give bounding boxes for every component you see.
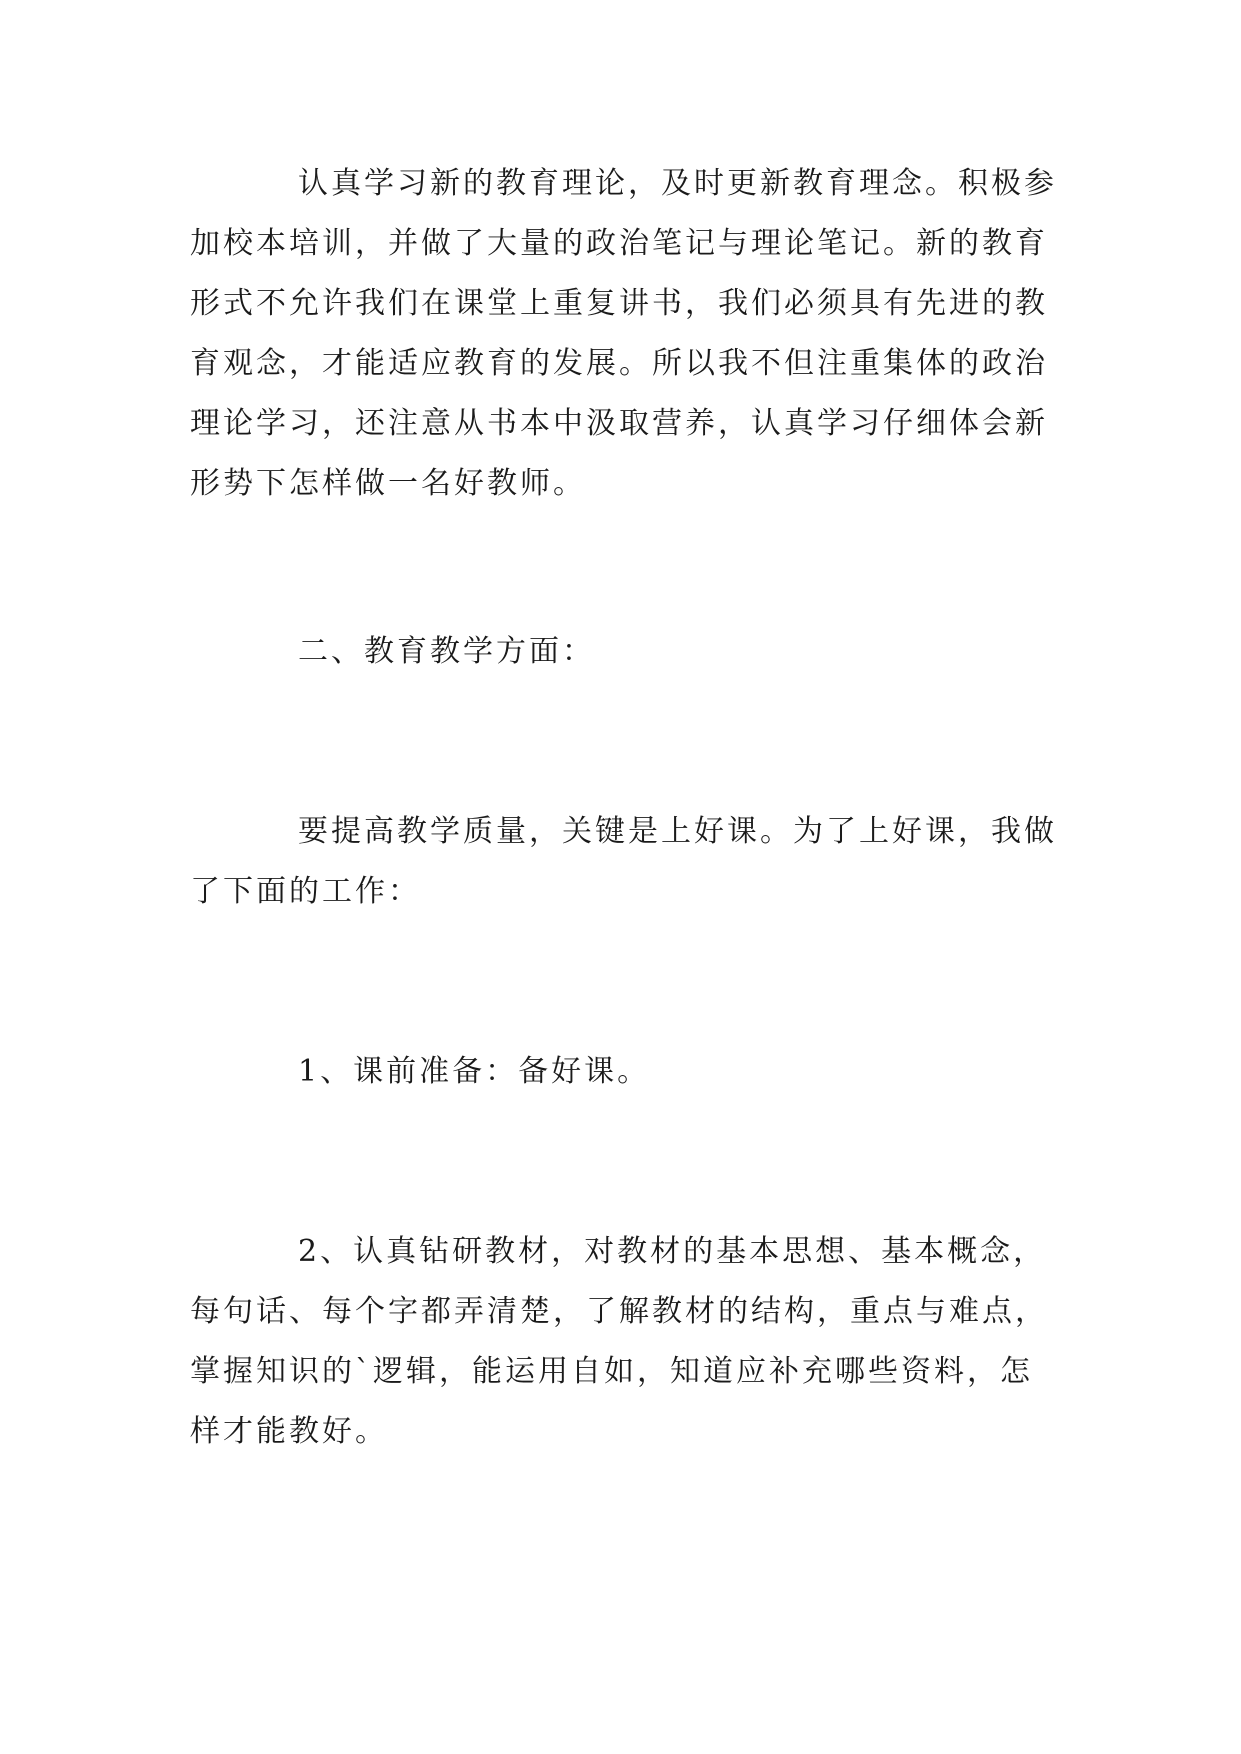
paragraph-line: 了下面的工作： xyxy=(190,874,421,909)
paragraph-line: 形势下怎样做一名好教师。 xyxy=(190,466,586,501)
paragraph-teaching-quality xyxy=(190,802,1057,922)
paragraph-line: 每句话、每个字都弄清楚，了解教材的结构，重点与难点， xyxy=(190,1294,1048,1329)
list-item-lesson-prep xyxy=(190,1042,1052,1102)
paragraph-line: 2、认真钻研教材，对教材的基本思想、基本概念， xyxy=(298,1234,1047,1269)
paragraph-line: 形式不允许我们在课堂上重复讲书，我们必须具有先进的教 xyxy=(190,286,1048,321)
section-heading-teaching xyxy=(190,622,1052,682)
list-item-study-materials xyxy=(190,1222,1052,1462)
paragraph-line: 认真学习新的教育理论，及时更新教育理念。积极参 xyxy=(298,166,1057,201)
paragraph-line: 要提高教学质量，关键是上好课。为了上好课，我做 xyxy=(298,814,1057,849)
paragraph-line: 样才能教好。 xyxy=(190,1414,388,1449)
paragraph-line: 掌握知识的`逻辑，能运用自如，知道应补充哪些资料，怎 xyxy=(190,1354,1033,1389)
paragraph-line: 理论学习，还注意从书本中汲取营养，认真学习仔细体会新 xyxy=(190,406,1048,441)
section-heading-text: 二、教育教学方面： xyxy=(298,634,595,669)
paragraph-study-theory xyxy=(190,154,1057,514)
paragraph-line: 育观念，才能适应教育的发展。所以我不但注重集体的政治 xyxy=(190,346,1048,381)
list-item-text: 1、课前准备：备好课。 xyxy=(298,1054,651,1089)
paragraph-line: 加校本培训，并做了大量的政治笔记与理论笔记。新的教育 xyxy=(190,226,1048,261)
